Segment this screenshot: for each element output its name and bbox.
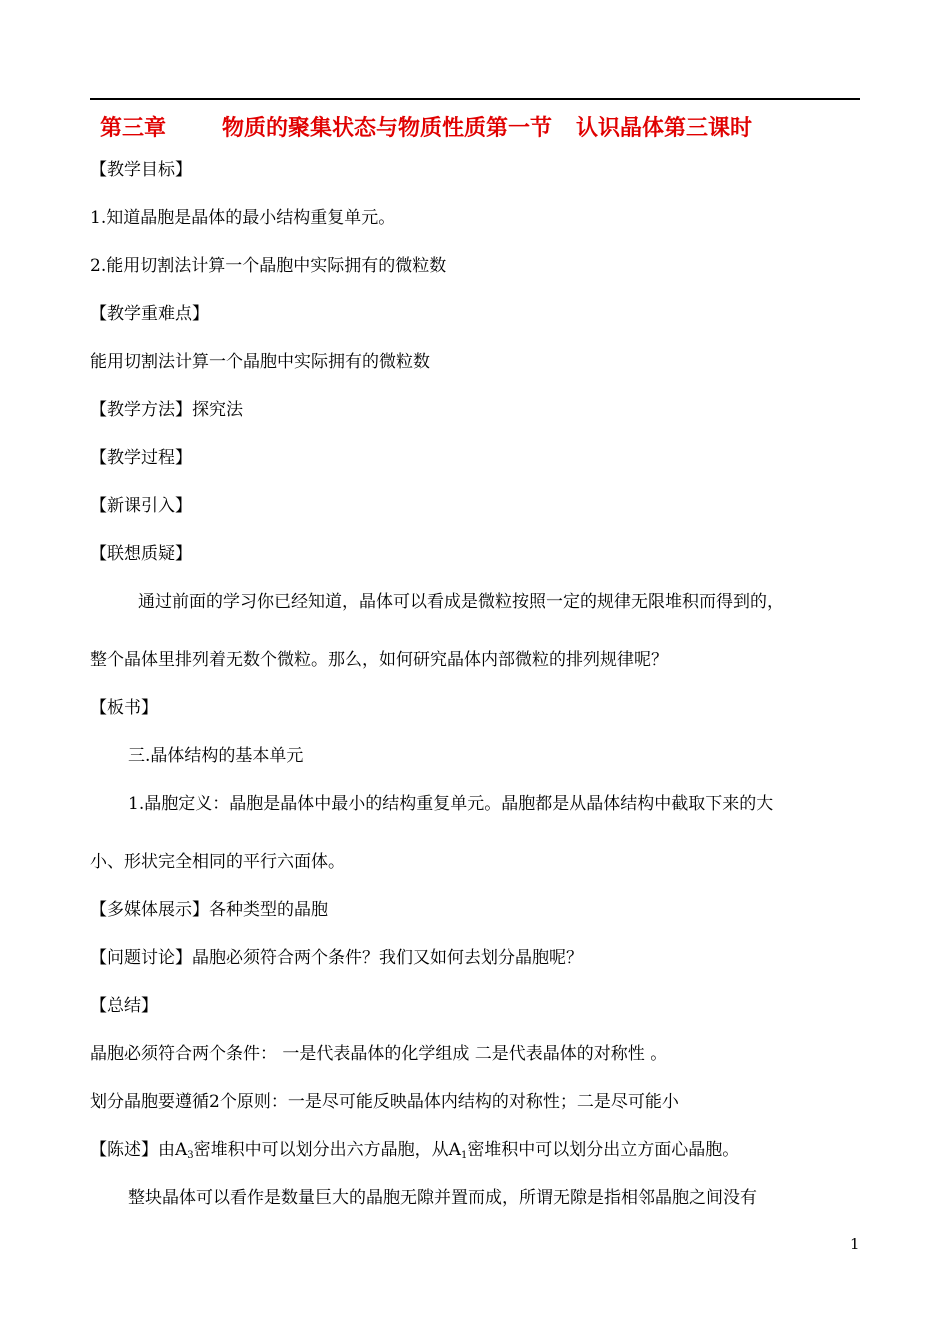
objective-2: 2.能用切割法计算一个晶胞中实际拥有的微粒数 — [90, 256, 447, 276]
key-points-heading: 【教学重难点】 — [90, 304, 209, 324]
statement-line — [90, 1138, 739, 1168]
statement-subscript-1: 3 — [187, 1150, 194, 1161]
summary-line-2: 划分晶胞要遵循2个原则：一是尽可能反映晶体内结构的对称性；二是尽可能小 — [90, 1092, 679, 1112]
definition-line-1: 1.晶胞定义：晶胞是晶体中最小的结构重复单元。晶胞都是从晶体结构中截取下来的大 — [128, 794, 774, 814]
multimedia-line: 【多媒体展示】各种类型的晶胞 — [90, 900, 328, 920]
statement-suffix: 密堆积中可以划分出立方面心晶胞。 — [467, 1140, 740, 1160]
title-lesson: 认识晶体第三课时 — [576, 116, 753, 141]
definition-line-2: 小、形状完全相同的平行六面体。 — [90, 852, 345, 872]
intro-heading: 【新课引入】 — [90, 496, 192, 516]
discussion-line: 【问题讨论】晶胞必须符合两个条件？我们又如何去划分晶胞呢？ — [90, 948, 583, 968]
board-heading: 【板书】 — [90, 698, 158, 718]
statement-subscript-2: 1 — [460, 1150, 468, 1161]
page-title — [100, 114, 860, 144]
objectives-heading: 【教学目标】 — [90, 160, 192, 180]
board-item-3: 三.晶体结构的基本单元 — [128, 746, 304, 766]
process-heading: 【教学过程】 — [90, 448, 192, 468]
summary-heading: 【总结】 — [90, 996, 158, 1016]
question-heading: 【联想质疑】 — [90, 544, 192, 564]
statement-prefix: 【陈述】由A — [90, 1140, 188, 1160]
summary-line-1: 晶胞必须符合两个条件： 一是代表晶体的化学组成 二是代表晶体的对称性 。 — [90, 1044, 668, 1064]
paragraph-1-line-1: 通过前面的学习你已经知道，晶体可以看成是微粒按照一定的规律无限堆积而得到的， — [138, 592, 784, 612]
teaching-method: 【教学方法】探究法 — [90, 400, 243, 420]
statement-middle: 密堆积中可以划分出六方晶胞，从A — [193, 1140, 461, 1160]
last-line: 整块晶体可以看作是数量巨大的晶胞无隙并置而成，所谓无隙是指相邻晶胞之间没有 — [128, 1188, 757, 1208]
title-section: 物质的聚集状态与物质性质第一节 — [222, 116, 553, 141]
page-number: 1 — [850, 1235, 860, 1253]
title-chapter: 第三章 — [100, 116, 167, 141]
objective-1: 1.知道晶胞是晶体的最小结构重复单元。 — [90, 208, 396, 228]
paragraph-1-line-2: 整个晶体里排列着无数个微粒。那么，如何研究晶体内部微粒的排列规律呢？ — [90, 650, 668, 670]
header-rule — [90, 98, 860, 100]
key-points-text: 能用切割法计算一个晶胞中实际拥有的微粒数 — [90, 352, 430, 372]
